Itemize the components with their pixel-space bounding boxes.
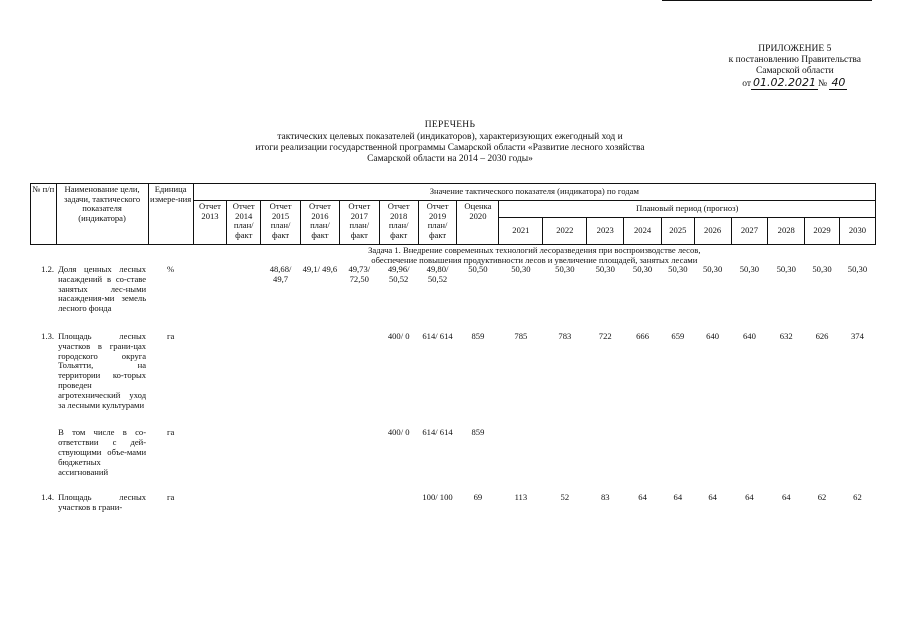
plan-value-cell: 52: [560, 492, 570, 503]
report-value-cell: 49,96/ 50,52: [387, 264, 410, 284]
report-value-cell: [261, 493, 301, 513]
title-line2: итоги реализации государственной программы Самарской области «Развитие лесного хозяйства: [255, 143, 645, 153]
table-row: [31, 332, 876, 428]
task-text: [193, 245, 875, 266]
report-value-cell: [193, 493, 227, 513]
plan-value-cell: 785: [514, 330, 528, 341]
report-value-cell: [379, 493, 418, 513]
header-values-group: Значение тактического показателя (индикатора) по годам: [193, 184, 875, 201]
row-name: Площадь лесных участков в грани-цах городского округа Тольятти, на территории ко-торых проведен агротехнический уход за лесными культурами: [58, 330, 147, 410]
row-unit: %: [167, 264, 175, 274]
plan-value-cell: [768, 428, 805, 493]
plan-value-cell: 62: [817, 492, 827, 503]
indicators-table: [30, 183, 876, 513]
table-body: [31, 245, 876, 513]
plan-value-cell: 50,30: [847, 264, 868, 274]
plan-value-cell: 626: [815, 330, 829, 341]
table-row: [31, 428, 876, 493]
header-num: № п/п: [31, 184, 57, 245]
plan-value-cell: 64: [638, 492, 647, 503]
plan-value-cell: 83: [600, 492, 610, 503]
decree-number-line: [742, 77, 847, 90]
report-value-cell: 400/ 0: [387, 330, 410, 341]
report-value-cell: [261, 428, 301, 493]
task-line2: обеспечение повышения продуктивности лесов и увеличение площадей, занятых лесами: [371, 255, 698, 265]
task-line1: Задача 1. Внедрение современных технологий лесоразведения при воспроизводстве лесов,: [368, 245, 701, 255]
report-value-cell: 100/ 100: [422, 492, 453, 503]
header-plan-year: 2029: [805, 218, 840, 245]
report-value-cell: 48,68/ 49,7: [269, 264, 292, 284]
row-name: В том числе в со-ответствии с дей-ствующими объе-мами бюджетных ассигнований: [58, 427, 147, 477]
appendix-block: [729, 44, 861, 90]
table-row: [31, 265, 876, 332]
table-row: [31, 493, 876, 513]
plan-value-cell: [805, 428, 840, 493]
report-value-cell: 400/ 0: [387, 427, 410, 438]
report-value-cell: 50,50: [468, 264, 488, 274]
plan-value-cell: 640: [742, 330, 756, 341]
plan-value-cell: 50,30: [739, 264, 760, 274]
number-sign: №: [817, 79, 828, 89]
row-unit: га: [166, 330, 175, 341]
plan-value-cell: 113: [514, 492, 528, 503]
plan-value-cell: 50,30: [668, 264, 688, 274]
report-value-cell: 614/ 614: [422, 330, 453, 341]
report-value-cell: [227, 265, 261, 332]
report-value-cell: [301, 428, 340, 493]
plan-value-cell: [624, 428, 662, 493]
row-number: 1.2.: [41, 264, 55, 274]
plan-value-cell: 64: [708, 492, 717, 503]
header-report-2018: Отчет 2018 план/ факт: [379, 201, 418, 245]
header-report-2014: Отчет 2014 план/ факт: [227, 201, 261, 245]
report-value-cell: [339, 428, 379, 493]
date-prefix: от: [742, 79, 751, 89]
plan-value-cell: [661, 428, 694, 493]
plan-value-cell: [543, 428, 587, 493]
plan-value-cell: 50,30: [776, 264, 796, 274]
plan-value-cell: 50,30: [595, 264, 615, 274]
title-line1: тактических целевых показателей (индикаторов), характеризующих ежегодный ход и: [277, 132, 623, 142]
report-value-cell: 49,80/ 50,52: [426, 264, 449, 284]
report-value-cell: [261, 332, 301, 428]
plan-value-cell: 62: [853, 492, 862, 503]
header-report-2016: Отчет 2016 план/ факт: [301, 201, 340, 245]
document-title: [180, 120, 720, 165]
plan-value-cell: 632: [779, 330, 793, 341]
row-unit: га: [166, 492, 175, 503]
header-plan-year: 2023: [587, 218, 624, 245]
task-row: [31, 245, 876, 266]
header-report-2019: Отчет 2019 план/ факт: [418, 201, 457, 245]
report-value-cell: [301, 332, 340, 428]
report-value-cell: 859: [471, 330, 485, 341]
report-value-cell: 49,73/ 72,50: [348, 264, 371, 284]
plan-value-cell: [839, 428, 875, 493]
decree-number: 40: [831, 76, 846, 89]
report-value-cell: [227, 428, 261, 493]
plan-value-cell: 666: [636, 330, 649, 341]
plan-value-cell: [731, 428, 768, 493]
report-value-cell: [227, 332, 261, 428]
row-name: Площадь лесных участков в грани-: [58, 492, 147, 513]
report-value-cell: [193, 428, 227, 493]
header-estimate-2020: Оценка 2020: [457, 201, 499, 245]
header-plan-year: 2027: [731, 218, 768, 245]
plan-value-cell: 374: [851, 330, 864, 341]
plan-value-cell: 50,30: [511, 264, 531, 274]
plan-value-cell: [587, 428, 624, 493]
report-value-cell: 69: [473, 492, 483, 503]
report-value-cell: [301, 493, 340, 513]
header-plan-year: 2028: [768, 218, 805, 245]
appendix-line1: к постановлению Правительства: [728, 55, 861, 65]
top-rule: [662, 0, 872, 1]
appendix-title: ПРИЛОЖЕНИЕ 5: [758, 44, 832, 54]
report-value-cell: [227, 493, 261, 513]
row-number: 1.4.: [41, 492, 55, 503]
header-unit: Единица измере-ния: [148, 184, 193, 245]
appendix-line2: Самарской области: [755, 66, 834, 76]
title-line3: Самарской области на 2014 – 2030 годы»: [367, 154, 533, 164]
plan-value-cell: 659: [671, 330, 685, 341]
table-header: [31, 184, 876, 245]
header-plan-year: 2021: [499, 218, 543, 245]
report-value-cell: [193, 265, 227, 332]
header-report-2017: Отчет 2017 план/ факт: [339, 201, 379, 245]
header-plan-year: 2026: [694, 218, 731, 245]
plan-value-cell: 64: [781, 492, 791, 503]
plan-value-cell: 64: [745, 492, 754, 503]
report-value-cell: [339, 332, 379, 428]
plan-value-cell: 50,30: [702, 264, 723, 274]
report-value-cell: [193, 332, 227, 428]
plan-value-cell: 50,30: [632, 264, 653, 274]
report-value-cell: 614/ 614: [422, 427, 453, 438]
header-plan-year: 2025: [661, 218, 694, 245]
row-name: Доля ценных лесных насаждений в со-ставе занятых лес-ными насаждения-ми земель лесного фонда: [58, 264, 147, 314]
plan-value-cell: [694, 428, 731, 493]
plan-value-cell: 722: [598, 330, 612, 341]
header-plan-year: 2030: [839, 218, 875, 245]
header-plan-year: 2022: [543, 218, 587, 245]
plan-value-cell: 640: [706, 330, 720, 341]
header-plan-group: Плановый период (прогноз): [499, 201, 876, 218]
report-value-cell: 859: [471, 427, 485, 438]
header-plan-year: 2024: [624, 218, 662, 245]
plan-value-cell: 64: [673, 492, 683, 503]
plan-value-cell: 50,30: [812, 264, 832, 274]
plan-value-cell: [499, 428, 543, 493]
report-value-cell: 49,1/ 49,6: [302, 264, 338, 274]
header-name: Наименование цели, задачи, тактического показателя (индикатора): [56, 184, 148, 245]
row-number: [31, 428, 57, 493]
plan-value-cell: 783: [558, 330, 572, 341]
plan-value-cell: 50,30: [555, 264, 575, 274]
row-number: 1.3.: [41, 330, 55, 341]
header-report-2013: Отчет 2013: [193, 201, 227, 245]
row-unit: га: [166, 427, 175, 438]
header-report-2015: Отчет 2015 план/ факт: [261, 201, 301, 245]
decree-date: 01.02.2021: [753, 76, 816, 89]
report-value-cell: [339, 493, 379, 513]
title-heading: ПЕРЕЧЕНЬ: [424, 120, 476, 130]
